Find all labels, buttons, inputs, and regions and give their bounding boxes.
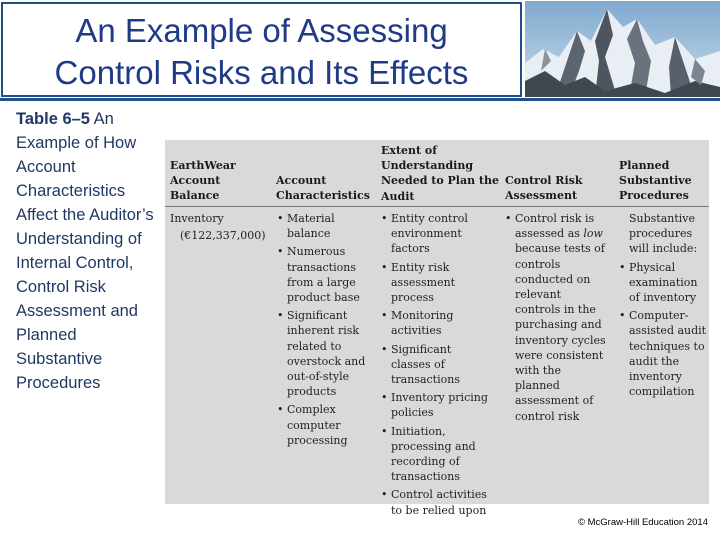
col4-header-line: Assessment xyxy=(505,189,578,203)
list-item: • Inventory pricing policies xyxy=(381,390,491,420)
col4-header-line: Control Risk xyxy=(505,174,583,187)
title-divider xyxy=(0,98,720,101)
account-name: Inventory xyxy=(170,212,224,225)
col3-body xyxy=(381,211,491,521)
list-item: • Monitoring activities xyxy=(381,308,491,338)
title-band xyxy=(0,0,720,100)
list-item: • Material balance xyxy=(277,211,372,241)
col5-body xyxy=(619,211,707,402)
slide-title xyxy=(3,10,520,94)
mountain-photo xyxy=(525,1,720,97)
control-risk-level: low xyxy=(583,227,603,241)
col3-header-line: Needed to Plan the xyxy=(381,174,499,188)
col1-header xyxy=(170,158,270,204)
procedures-intro: Substantive procedures will include: xyxy=(629,212,698,256)
list-item: • Entity control environment factors xyxy=(381,211,491,257)
control-risk-item xyxy=(505,211,609,424)
title-line-2: Control Risks and Its Effects xyxy=(54,54,469,91)
control-risk-text-b: because tests of controls conducted on relevant controls in the purchasing and inventory cycles were consistent with the planned assessment of control risk xyxy=(515,242,606,423)
mountain-photo-image xyxy=(525,1,720,97)
col2-header-line: Account xyxy=(276,174,327,187)
col4-body xyxy=(505,211,609,427)
col2-body xyxy=(277,211,372,451)
account-amount: (€122,337,000) xyxy=(180,229,266,243)
title-box xyxy=(1,2,522,97)
list-item: • Initiation, processing and recording of transactions xyxy=(381,424,491,485)
col1-body xyxy=(170,211,274,245)
col5-header-line: Substantive xyxy=(619,174,692,188)
list-item: • Complex computer processing xyxy=(277,402,372,448)
col5-header-line: Planned xyxy=(619,159,670,172)
table-header-rule xyxy=(165,206,709,207)
list-item: • Physical examination of inventory xyxy=(619,260,707,306)
col3-header-line: Audit xyxy=(381,189,415,203)
list-item: • Entity risk assessment process xyxy=(381,260,491,306)
col3-header-line: Understanding xyxy=(381,159,474,173)
list-item: • Numerous transactions from a large product base xyxy=(277,244,372,305)
caption-table-number: Table 6–5 xyxy=(16,110,90,128)
list-item: • Significant classes of transactions xyxy=(381,342,491,388)
col2-header xyxy=(276,173,376,203)
control-risk-text-a: Control risk is assessed as xyxy=(515,212,595,241)
col1-header-line: Balance xyxy=(170,189,220,203)
col1-header-line: EarthWear xyxy=(170,159,236,172)
list-item: • Control activities to be relied upon xyxy=(381,487,491,517)
col4-header xyxy=(505,173,615,203)
table-caption xyxy=(16,107,164,395)
col2-header-line: Characteristics xyxy=(276,189,370,203)
list-item: • Significant inherent risk related to overstock and out-of-style products xyxy=(277,308,372,399)
col1-header-line: Account xyxy=(170,174,221,188)
col3-header xyxy=(381,143,501,204)
col5-header-line: Procedures xyxy=(619,189,689,203)
title-line-1: An Example of Assessing xyxy=(75,12,448,49)
col5-header xyxy=(619,158,707,204)
list-item: • Computer-assisted audit techniques to audit the inventory compilation xyxy=(619,308,707,399)
caption-text: An Example of How Account Characteristics Affect the Auditor’s Understanding of Internal Control, Control Risk Assessment and Planned Substantive Procedures xyxy=(16,110,154,392)
col3-header-line: Extent of xyxy=(381,144,437,157)
copyright-notice: © McGraw-Hill Education 2014 xyxy=(577,517,708,528)
